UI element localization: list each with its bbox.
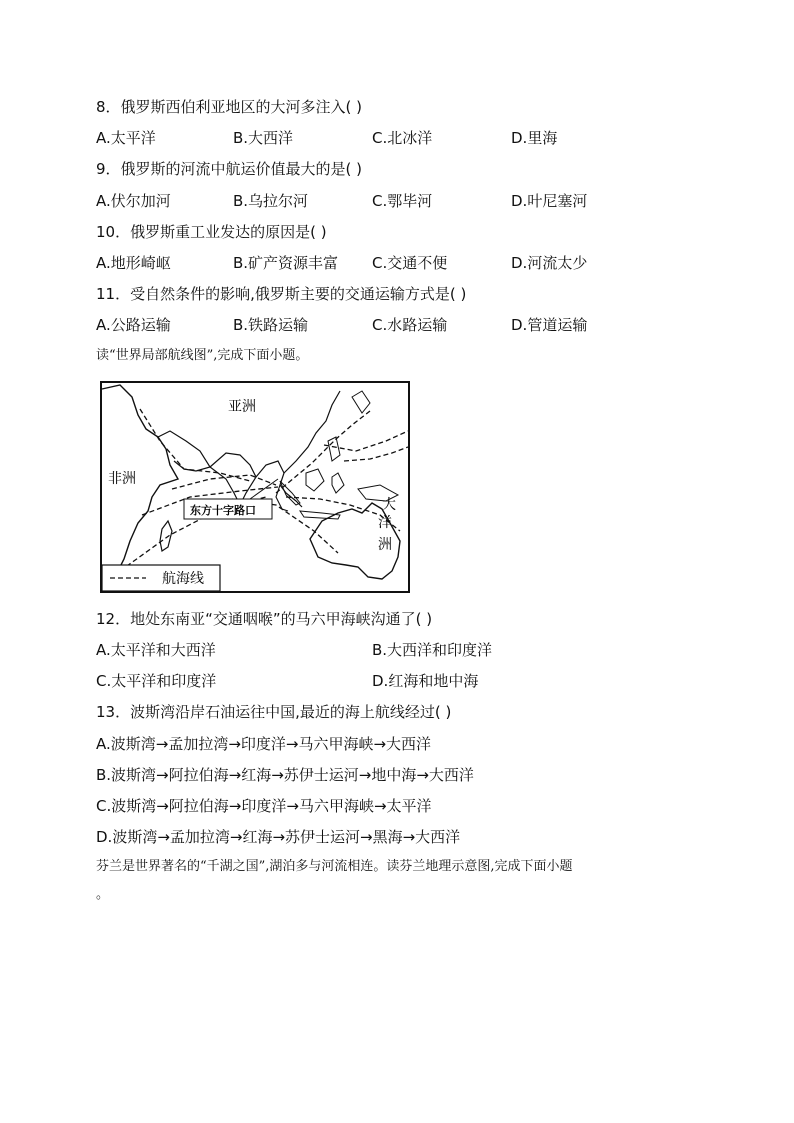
question-12-stem: 12．地处东南亚“交通咽喉”的马六甲海峡沟通了( ) <box>96 610 433 628</box>
question-9-stem: 9．俄罗斯的河流中航运价值最大的是( ) <box>96 160 363 178</box>
world-route-map <box>100 381 410 593</box>
finland-intro: 芬兰是世界著名的“千湖之国”,湖泊多与河流相连。读芬兰地理示意图,完成下面小题 <box>96 859 573 874</box>
question-11-stem: 11．受自然条件的影响,俄罗斯主要的交通运输方式是( ) <box>96 285 467 303</box>
q11-option-b[interactable]: B.铁路运输 <box>233 316 309 334</box>
asia-label: 亚洲 <box>228 399 256 415</box>
finland-intro-end: 。 <box>96 887 110 902</box>
oceania-label-3: 洲 <box>378 537 392 553</box>
q13-option-d[interactable]: D.波斯湾→孟加拉湾→红海→苏伊士运河→黑海→大西洋 <box>96 828 461 846</box>
q10-option-c[interactable]: C.交通不便 <box>372 254 448 272</box>
legend-label: 航海线 <box>162 571 204 587</box>
q12-option-a[interactable]: A.太平洋和大西洋 <box>96 641 216 659</box>
question-8-stem: 8．俄罗斯西伯利亚地区的大河多注入( ) <box>96 98 363 116</box>
oceania-label-1: 大 <box>382 497 396 513</box>
q9-option-c[interactable]: C.鄂毕河 <box>372 192 433 210</box>
q10-option-b[interactable]: B.矿产资源丰富 <box>233 254 339 272</box>
q9-option-d[interactable]: D.叶尼塞河 <box>511 192 588 210</box>
question-10-stem: 10．俄罗斯重工业发达的原因是( ) <box>96 223 327 241</box>
q8-option-b[interactable]: B.大西洋 <box>233 129 294 147</box>
q10-option-d[interactable]: D.河流太少 <box>511 254 588 272</box>
q8-option-d[interactable]: D.里海 <box>511 129 558 147</box>
q13-option-b[interactable]: B.波斯湾→阿拉伯海→红海→苏伊士运河→地中海→大西洋 <box>96 766 474 784</box>
q12-option-b[interactable]: B.大西洋和印度洋 <box>372 641 493 659</box>
crossroads-label: 东方十字路口 <box>190 504 256 517</box>
q11-option-d[interactable]: D.管道运输 <box>511 316 588 334</box>
oceania-label-2: 洋 <box>378 515 392 531</box>
q8-option-c[interactable]: C.北冰洋 <box>372 129 433 147</box>
q12-option-d[interactable]: D.红海和地中海 <box>372 672 479 690</box>
q10-option-a[interactable]: A.地形崎岖 <box>96 254 171 272</box>
q8-option-a[interactable]: A.太平洋 <box>96 129 156 147</box>
q13-option-a[interactable]: A.波斯湾→孟加拉湾→印度洋→马六甲海峡→大西洋 <box>96 735 432 753</box>
q12-option-c[interactable]: C.太平洋和印度洋 <box>96 672 217 690</box>
q11-option-c[interactable]: C.水路运输 <box>372 316 448 334</box>
q13-option-c[interactable]: C.波斯湾→阿拉伯海→印度洋→马六甲海峡→太平洋 <box>96 797 432 815</box>
africa-label: 非洲 <box>108 471 136 487</box>
q9-option-b[interactable]: B.乌拉尔河 <box>233 192 309 210</box>
question-13-stem: 13．波斯湾沿岸石油运往中国,最近的海上航线经过( ) <box>96 703 452 721</box>
route-map-intro: 读“世界局部航线图”,完成下面小题。 <box>96 348 309 363</box>
q11-option-a[interactable]: A.公路运输 <box>96 316 171 334</box>
q9-option-a[interactable]: A.伏尔加河 <box>96 192 171 210</box>
